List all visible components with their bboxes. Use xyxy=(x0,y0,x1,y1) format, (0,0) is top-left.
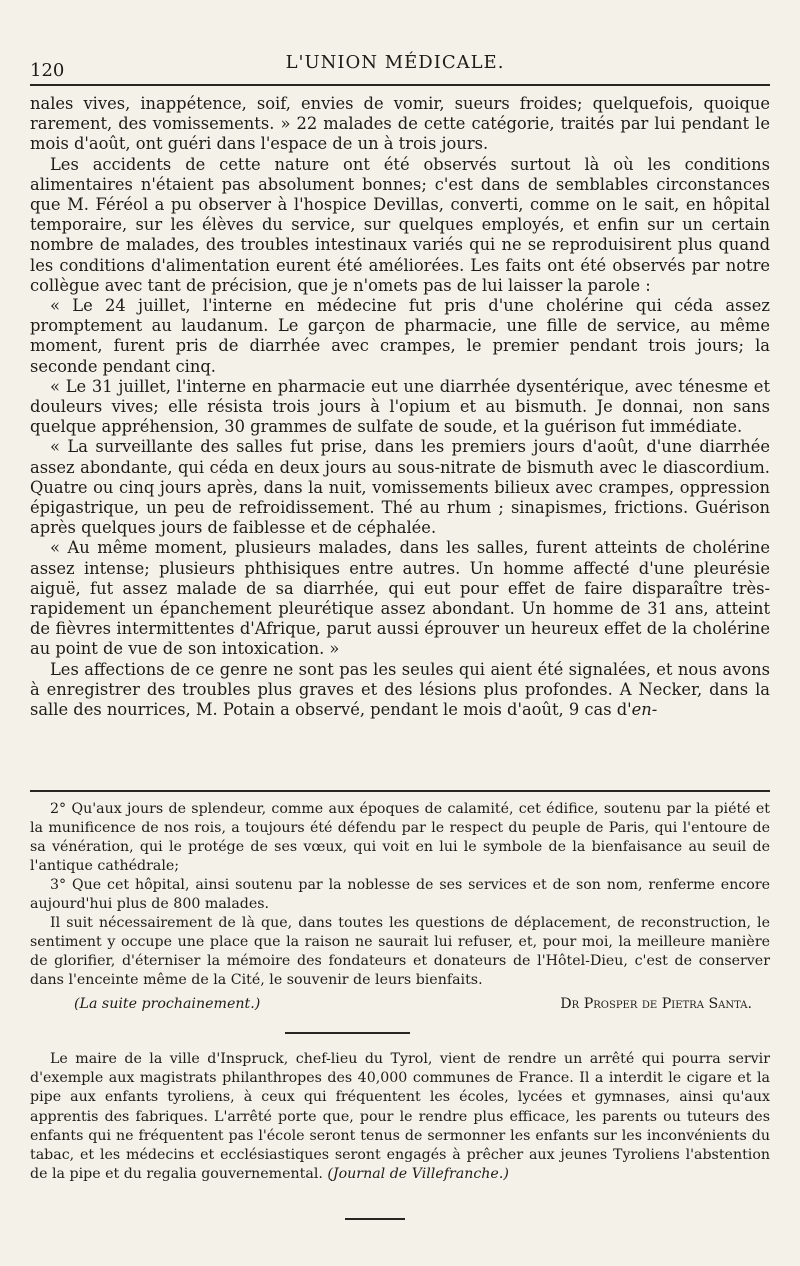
footnote: 3° Que cet hôpital, ainsi soutenu par la noblesse de ses services et de son nom, renferme encore aujourd'hui plus de 800 malades. xyxy=(30,877,770,912)
hyphenated-word-part: en- xyxy=(631,700,658,720)
news-source: (Journal de Villefranche.) xyxy=(327,1166,509,1183)
footnotes xyxy=(30,800,770,990)
quoted-paragraph: « La surveillante des salles fut prise, dans les premiers jours d'août, d'une diarrhée assez abondante, qui céda en deux jours au sous-nitrate de bismuth avec le diascordium. Quatre ou cinq jours après, dans la nuit, vomissements bilieux avec crampes, oppression épigastrique, un peu de refroidissement. Thé au rhum ; sinapismes, frictions. Guérison après quelques jours de faiblesse et de céphalée. xyxy=(30,437,770,538)
section-separator xyxy=(285,1032,410,1034)
bottom-rule xyxy=(345,1218,405,1220)
page-number: 120 xyxy=(30,60,65,81)
paragraph: nales vives, inappétence, soif, envies de vomir, sueurs froides; quelquefois, quoique rarement, des vomissements. » 22 malades de cette catégorie, traités par lui pendant le mois d'août, ont guéri dans l'espace de un à trois jours. xyxy=(30,94,770,154)
footnote-rule xyxy=(30,790,770,792)
news-item xyxy=(30,1050,770,1184)
signature-line xyxy=(30,996,770,1018)
continuation-note: (La suite prochainement.) xyxy=(74,996,261,1012)
header-rule xyxy=(30,84,770,86)
quoted-paragraph: « Au même moment, plusieurs malades, dans les salles, furent atteints de cholérine assez intense; plusieurs phthisiques entre autres. Un homme affecté d'une pleurésie aiguë, fut assez malade de sa diarrhée, qui eut pour effet de faire disparaître très-rapidement un épanchement pleurétique assez abondant. Un homme de 31 ans, atteint de fièvres intermittentes d'Afrique, parut aussi éprouver un heureux effet de la cholérine au point de vue de son intoxication. » xyxy=(30,538,770,659)
quoted-paragraph: « Le 31 juillet, l'interne en pharmacie eut une diarrhée dysentérique, avec ténesme et douleurs vives; elle résista trois jours à l'opium et au bismuth. Je donnai, non sans quelque appréhension, 30 grammes de sulfate de soude, et la guérison fut immédiate. xyxy=(30,376,770,437)
paragraph: Les accidents de cette nature ont été observés surtout là où les conditions alimentaires n'étaient pas absolument bonnes; c'est dans de semblables circonstances que M. Féréol a pu observer à l'hospice Devillas, converti, comme on le sait, en hôpital temporaire, sur les élèves du service, sur quelques employés, et enfin sur un certain nombre de malades, des troubles intestinaux variés qui ne se reproduisirent plus quand les conditions d'alimentation eurent été améliorées. Les faits ont été observés par notre collègue avec tant de précision, que je n'omets pas de lui laisser la parole : xyxy=(30,154,770,295)
footnote: Il suit nécessairement de là que, dans toutes les questions de déplacement, de reconstruction, le sentiment y occupe une place que la raison ne saurait lui refuser, et, pour moi, la meilleure manière de glorifier, d'éterniser la mémoire des fondateurs et donateurs de l'Hôtel-Dieu, c'est de conserver dans l'enceinte même de la Cité, le souvenir de leurs bienfaits. xyxy=(30,915,770,988)
news-text: Le maire de la ville d'Inspruck, chef-lieu du Tyrol, vient de rendre un arrêté qui pourra servir d'exemple aux magistrats philanthropes des 40,000 communes de France. Il a interdit le cigare et la pipe aux enfants tyroliens, à ceux qui fréquentent les écoles, lycées et gymnases, ainsi qu'aux apprentis des fabriques. L'arrêté porte que, pour le rendre plus efficace, les parents ou tuteurs des enfants qui ne fréquentent pas l'école seront tenus de sermonner les enfants sur les inconvénients du tabac, et les médecins et ecclésiastiques seront engagés à prêcher aux jeunes Tyroliens l'abstention de la pipe et du regalia gouvernemental. xyxy=(30,1051,770,1183)
main-article xyxy=(30,94,770,720)
news-paragraph xyxy=(30,1050,770,1184)
running-title: L'UNION MÉDICALE. xyxy=(285,52,505,73)
author-signature: Dr Prosper de Pietra Santa. xyxy=(560,996,752,1012)
page-header xyxy=(30,52,760,82)
paragraph xyxy=(30,660,770,721)
footnote: 2° Qu'aux jours de splendeur, comme aux époques de calamité, cet édifice, soutenu par la piété et la munificence de nos rois, a toujours été défendu par le respect du peuple de Paris, qui l'entoure de sa vénération, qui le protége de ses vœux, qui voit en lui le symbole de la bienfaisance au seuil de l'antique cathédrale; xyxy=(30,801,770,874)
paragraph-text: Les affections de ce genre ne sont pas les seules qui aient été signalées, et nous avons à enregistrer des troubles plus graves et des lésions plus profondes. A Necker, dans la salle des nourrices, M. Potain a observé, pendant le mois d'août, 9 cas d' xyxy=(30,659,770,720)
quoted-paragraph: « Le 24 juillet, l'interne en médecine fut pris d'une cholérine qui céda assez promptement au laudanum. Le garçon de pharmacie, une fille de service, au même moment, furent pris de diarrhée avec crampes, le premier pendant trois jours; la seconde pendant cinq. xyxy=(30,296,770,376)
